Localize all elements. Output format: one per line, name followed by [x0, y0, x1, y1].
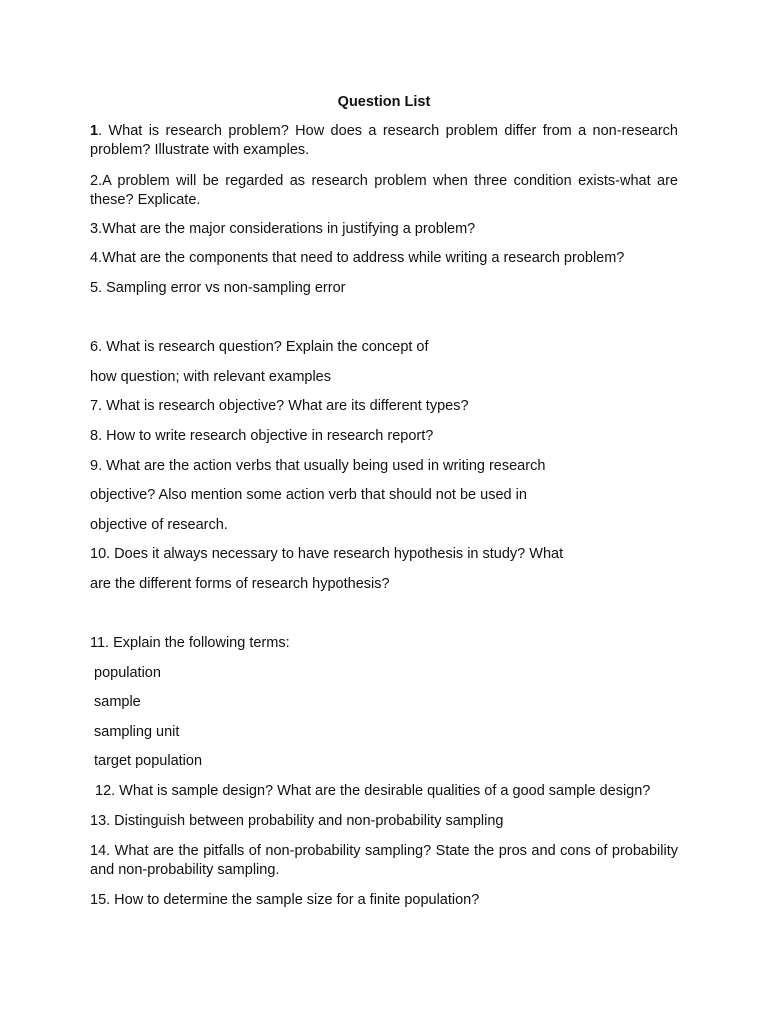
question-8: 8. How to write research objective in research report? — [90, 428, 434, 444]
term-target-population: target population — [94, 753, 203, 769]
question-10-line-2: are the different forms of research hypothesis? — [90, 576, 390, 592]
question-3: 3.What are the major considerations in justifying a problem? — [90, 221, 476, 237]
question-10-line-1: 10. Does it always necessary to have research hypothesis in study? What — [90, 546, 564, 562]
term-sampling-unit: sampling unit — [94, 724, 180, 740]
question-4: 4.What are the components that need to address while writing a research problem? — [90, 250, 625, 266]
question-9-line-1: 9. What are the action verbs that usually being used in writing research — [90, 458, 546, 474]
term-population: population — [94, 665, 161, 681]
question-13: 13. Distinguish between probability and non-probability sampling — [90, 813, 504, 829]
question-12: 12. What is sample design? What are the desirable qualities of a good sample design? — [95, 783, 651, 799]
question-6-line-1: 6. What is research question? Explain the concept of — [90, 339, 429, 355]
question-5: 5. Sampling error vs non-sampling error — [90, 280, 346, 296]
question-11-intro: 11. Explain the following terms: — [90, 635, 290, 651]
question-7: 7. What is research objective? What are its different types? — [90, 398, 469, 414]
term-sample: sample — [94, 694, 141, 710]
question-9-line-2: objective? Also mention some action verb that should not be used in — [90, 487, 527, 503]
question-15: 15. How to determine the sample size for a finite population? — [90, 892, 480, 908]
question-1-text: . What is research problem? How does a research problem differ from a non-research problem? Illustrate with examples. — [90, 123, 678, 158]
question-6-line-2: how question; with relevant examples — [90, 369, 331, 385]
question-2: 2.A problem will be regarded as research problem when three condition exists-what are these? Explicate. — [90, 173, 678, 208]
question-14: 14. What are the pitfalls of non-probability sampling? State the pros and cons of probability and non-probability sampling. — [90, 843, 678, 878]
page-title: Question List — [337, 94, 431, 110]
question-1-number: 1 — [90, 123, 99, 139]
question-1 — [90, 122, 678, 160]
question-9-line-3: objective of research. — [90, 517, 228, 533]
